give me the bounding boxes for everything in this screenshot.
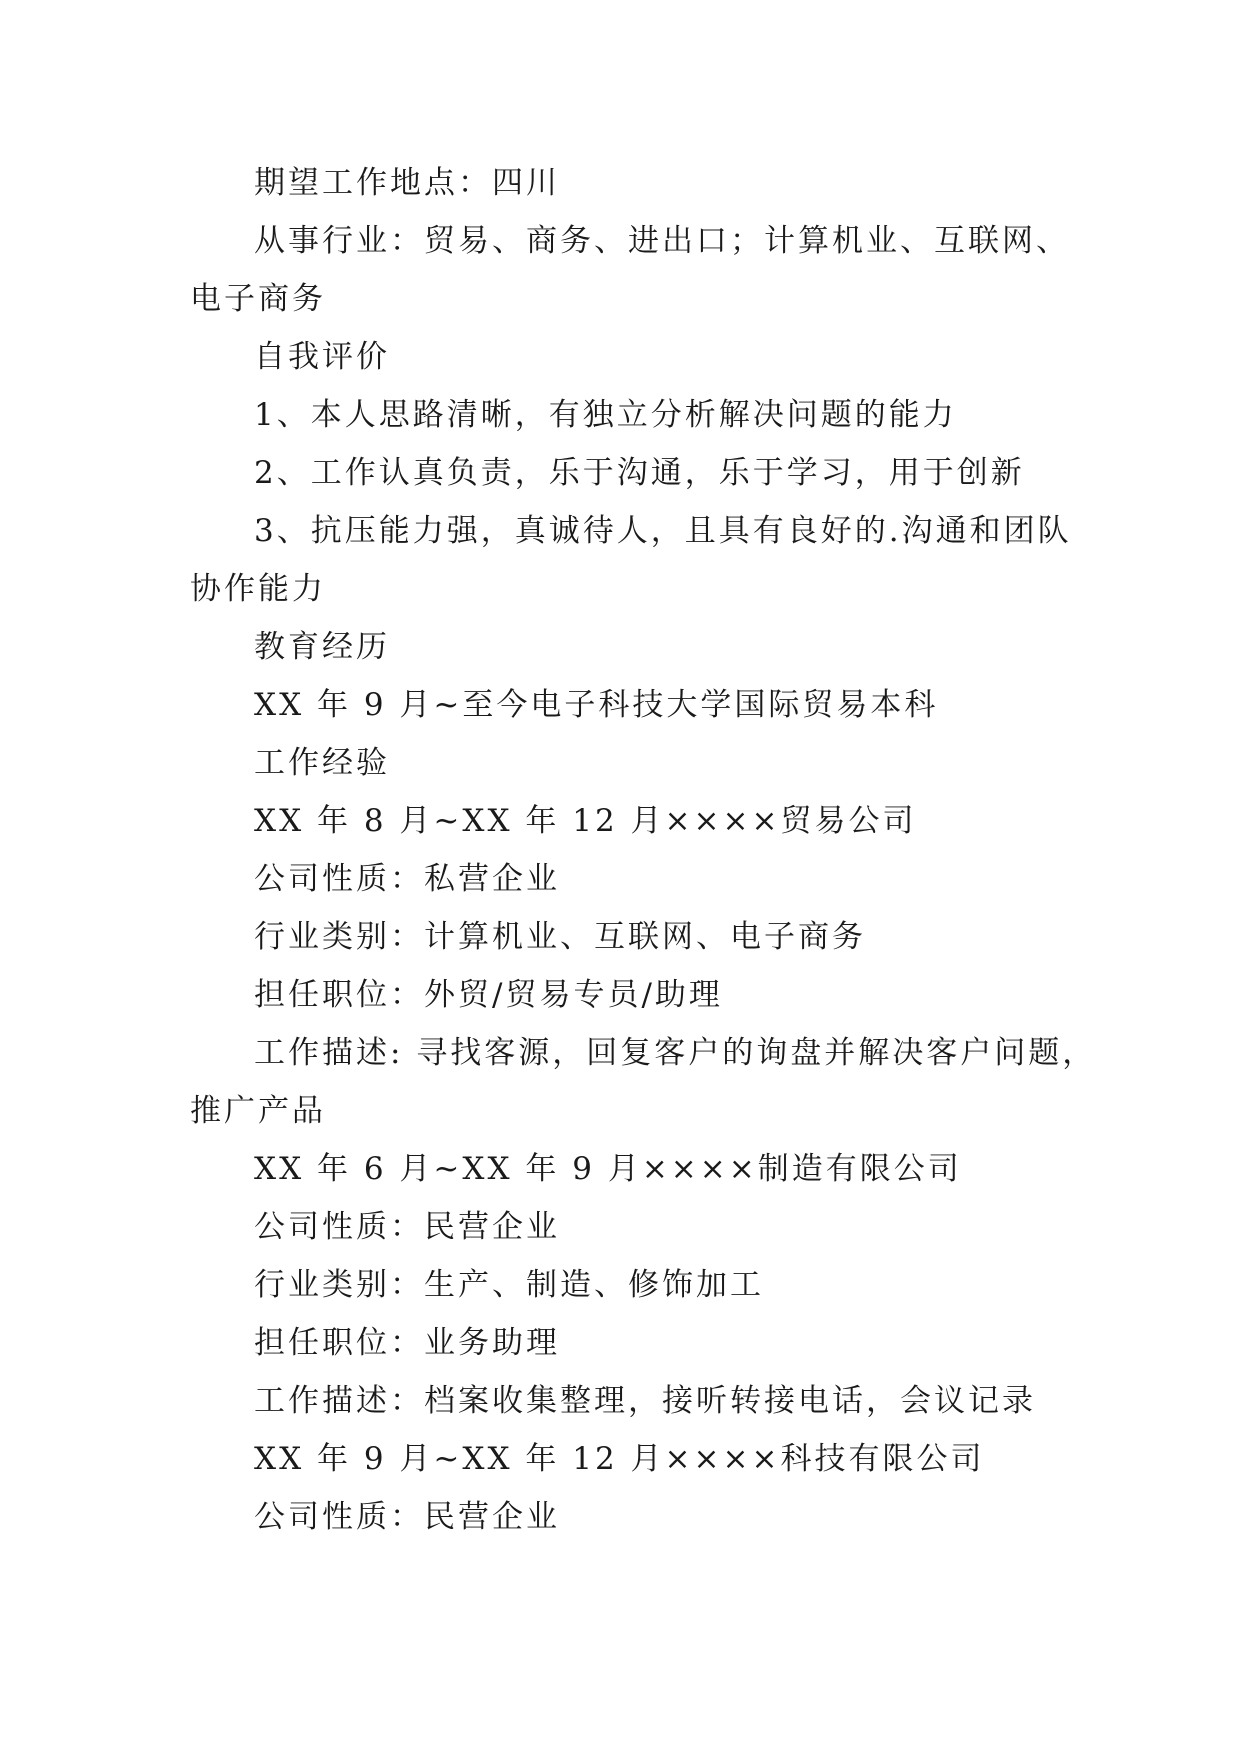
work-experience-heading: 工作经验	[254, 745, 390, 781]
job-2-description: 工作描述：档案收集整理，接听转接电话，会议记录	[254, 1383, 1036, 1419]
self-eval-item-2: 2、工作认真负责，乐于沟通，乐于学习，用于创新	[254, 455, 1025, 491]
self-evaluation-heading: 自我评价	[254, 339, 390, 375]
job-3-company-type: 公司性质：民营企业	[254, 1499, 560, 1535]
self-eval-item-1: 1、本人思路清晰，有独立分析解决问题的能力	[254, 397, 957, 433]
industry-line-cont: 电子商务	[190, 281, 326, 317]
job-1-industry: 行业类别：计算机业、互联网、电子商务	[254, 919, 866, 955]
expected-location: 期望工作地点：四川	[254, 165, 560, 201]
job-2-position: 担任职位：业务助理	[254, 1325, 560, 1361]
job-2-period: XX 年 6 月~XX 年 9 月××××制造有限公司	[254, 1151, 962, 1187]
self-eval-item-3: 3、抗压能力强，真诚待人，且具有良好的.沟通和团队	[254, 513, 1072, 549]
job-1-company-type: 公司性质：私营企业	[254, 861, 560, 897]
self-eval-item-3-cont: 协作能力	[190, 571, 326, 607]
document-body	[190, 154, 1097, 1546]
education-heading: 教育经历	[254, 629, 390, 665]
job-1-description-cont: 推广产品	[190, 1093, 326, 1129]
job-1-description: 工作描述: 寻找客源，回复客户的询盘并解决客户问题，	[254, 1035, 1097, 1071]
industry-line: 从事行业：贸易、商务、进出口；计算机业、互联网、	[254, 223, 1070, 259]
job-2-company-type: 公司性质：民营企业	[254, 1209, 560, 1245]
education-entry: XX 年 9 月~至今电子科技大学国际贸易本科	[254, 687, 939, 723]
job-3-period: XX 年 9 月~XX 年 12 月××××科技有限公司	[254, 1441, 985, 1477]
job-2-industry: 行业类别：生产、制造、修饰加工	[254, 1267, 764, 1303]
job-1-position: 担任职位：外贸/贸易专员/助理	[254, 977, 723, 1013]
job-1-period: XX 年 8 月~XX 年 12 月××××贸易公司	[254, 803, 917, 839]
